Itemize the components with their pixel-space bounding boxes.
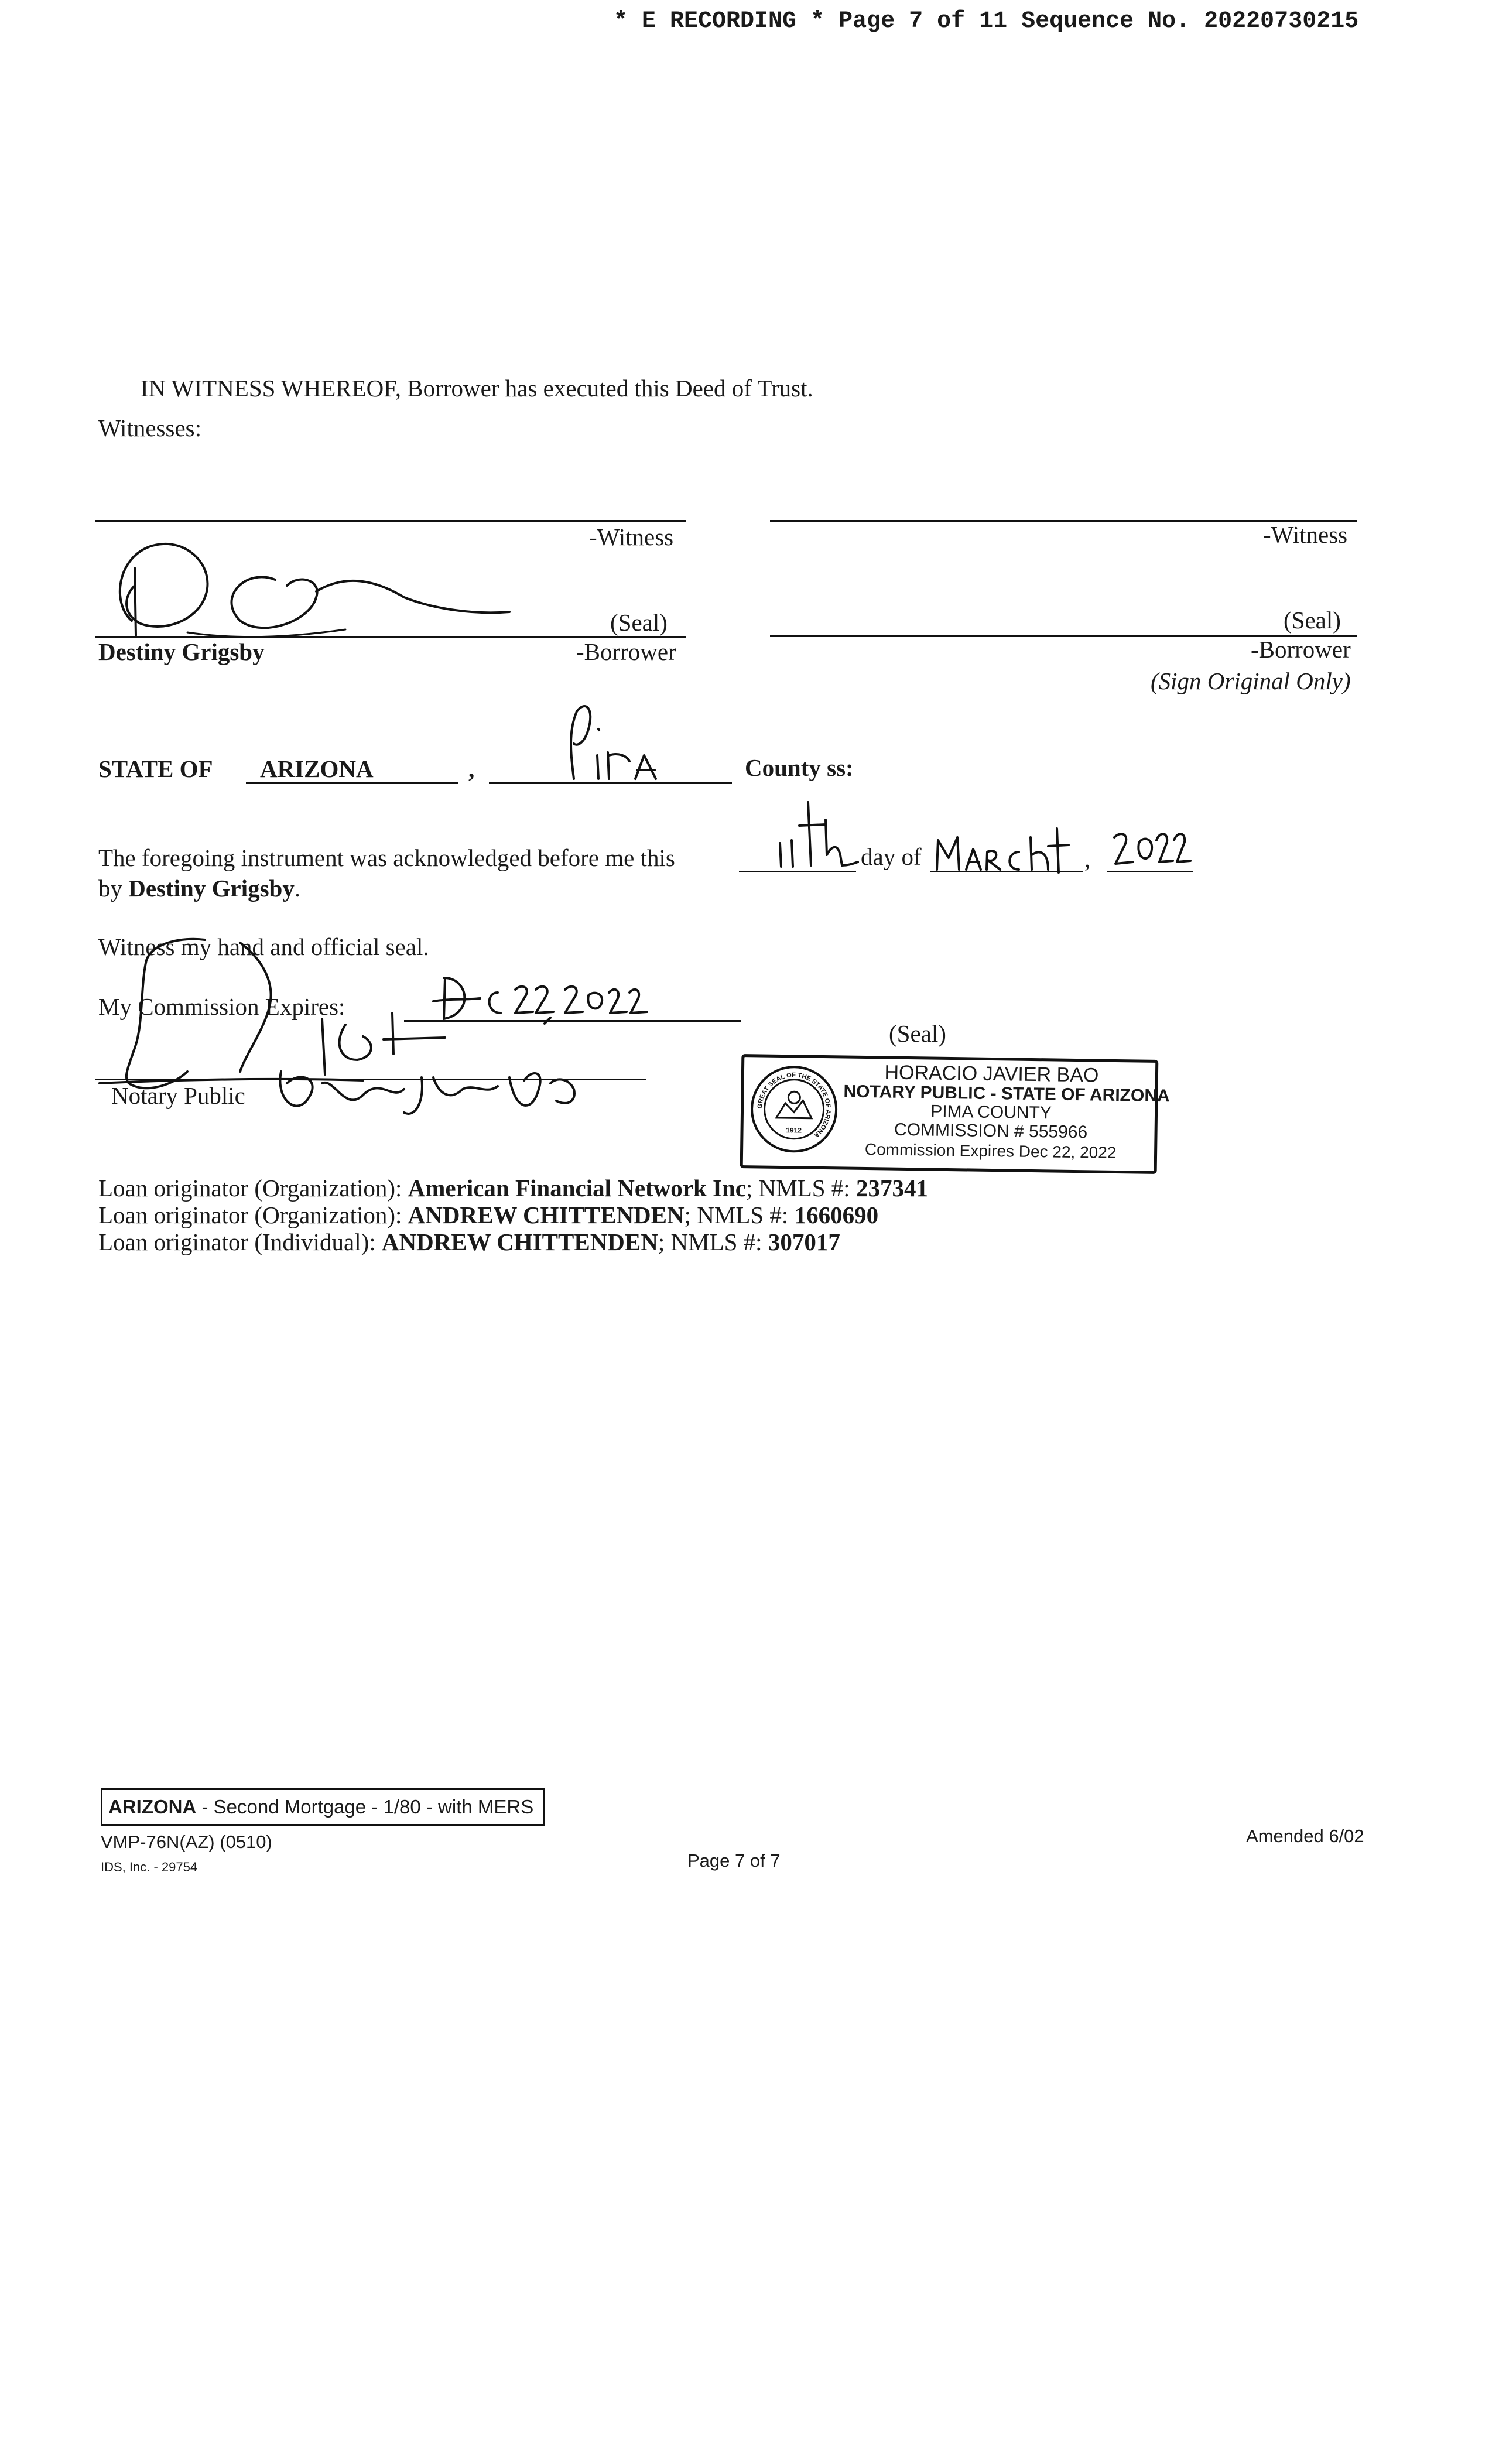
notary-seal-label: (Seal)	[889, 1020, 946, 1047]
vendor-code: IDS, Inc. - 29754	[101, 1860, 198, 1874]
by-suffix: .	[294, 875, 301, 902]
by-name: Destiny Grigsby	[128, 875, 295, 902]
ack-day-handwritten	[773, 790, 861, 872]
form-code: VMP-76N(AZ) (0510)	[101, 1832, 272, 1852]
seal-label-right: (Seal)	[1284, 607, 1341, 634]
stamp-notary-name: HORACIO JAVIER BAO	[884, 1061, 1099, 1087]
borrower-name: Destiny Grigsby	[98, 638, 265, 665]
seal-label-left: (Seal)	[610, 609, 668, 636]
day-of-label: day of	[861, 843, 922, 870]
commission-label: My Commission Expires:	[98, 993, 345, 1020]
acknowledgment-text: The foregoing instrument was acknowledged before me this	[98, 844, 675, 871]
state-seal-graphic	[752, 1067, 836, 1151]
recording-header: * E RECORDING * Page 7 of 11 Sequence No. 20220730215	[614, 8, 1359, 35]
witness-line-left	[95, 520, 686, 522]
witness-hand-text: Witness my hand and official seal.	[98, 933, 429, 960]
ack-day-text	[779, 844, 780, 845]
state-seal-emblem	[750, 1065, 838, 1153]
ack-month-handwritten	[931, 820, 1072, 878]
loan-originator-1: Loan originator (Organization): American Financial Network Inc; NMLS #: 237341	[98, 1175, 928, 1202]
notary-signature-text	[293, 1083, 297, 1084]
county-handwritten-text	[586, 755, 587, 756]
state-value: ARIZONA	[260, 755, 374, 782]
borrower-signature	[100, 533, 545, 644]
notary-public-label: Notary Public	[111, 1082, 245, 1109]
loan-originator-3: Loan originator (Individual): ANDREW CHITTENDEN; NMLS #: 307017	[98, 1228, 840, 1255]
page-number: Page 7 of 7	[687, 1850, 781, 1871]
witness-clause: IN WITNESS WHEREOF, Borrower has executed this Deed of Trust.	[141, 375, 813, 402]
stamp-commission-number: COMMISSION # 555966	[894, 1120, 1088, 1142]
witness-label-left: -Witness	[589, 523, 674, 550]
amended-date: Amended 6/02	[1246, 1826, 1364, 1846]
witnesses-label: Witnesses:	[98, 415, 201, 442]
state-label: STATE OF	[98, 755, 213, 782]
ack-comma: ,	[1084, 846, 1091, 872]
ack-month-text	[949, 844, 950, 845]
county-label: County ss:	[745, 754, 854, 781]
county-handwritten	[562, 697, 668, 785]
stamp-county: PIMA COUNTY	[930, 1101, 1052, 1123]
borrower-label-left: -Borrower	[576, 638, 676, 665]
by-prefix: by	[98, 875, 122, 902]
ack-year-handwritten	[1110, 826, 1192, 872]
svg-text:GREAT SEAL OF THE STATE OF ARI: GREAT SEAL OF THE STATE OF ARIZONA	[756, 1072, 832, 1139]
state-underline	[246, 782, 458, 784]
borrower-label-right: -Borrower	[1251, 636, 1351, 663]
sign-original-note: (Sign Original Only)	[1151, 668, 1351, 694]
stamp-notary-title: NOTARY PUBLIC - STATE OF ARIZONA	[843, 1082, 1170, 1106]
acknowledged-by-line	[98, 875, 300, 902]
form-title-box: ARIZONA - Second Mortgage - 1/80 - with MERS	[101, 1788, 545, 1826]
state-comma: ,	[468, 755, 475, 782]
stamp-commission-expires: Commission Expires Dec 22, 2022	[864, 1139, 1117, 1162]
witness-label-right: -Witness	[1263, 521, 1348, 548]
notary-signature	[88, 937, 603, 1130]
loan-originator-2: Loan originator (Organization): ANDREW CHITTENDEN; NMLS #: 1660690	[98, 1202, 879, 1228]
notary-stamp	[740, 1054, 1170, 1174]
svg-text:1912: 1912	[786, 1126, 802, 1135]
ack-year-text	[1113, 844, 1114, 845]
